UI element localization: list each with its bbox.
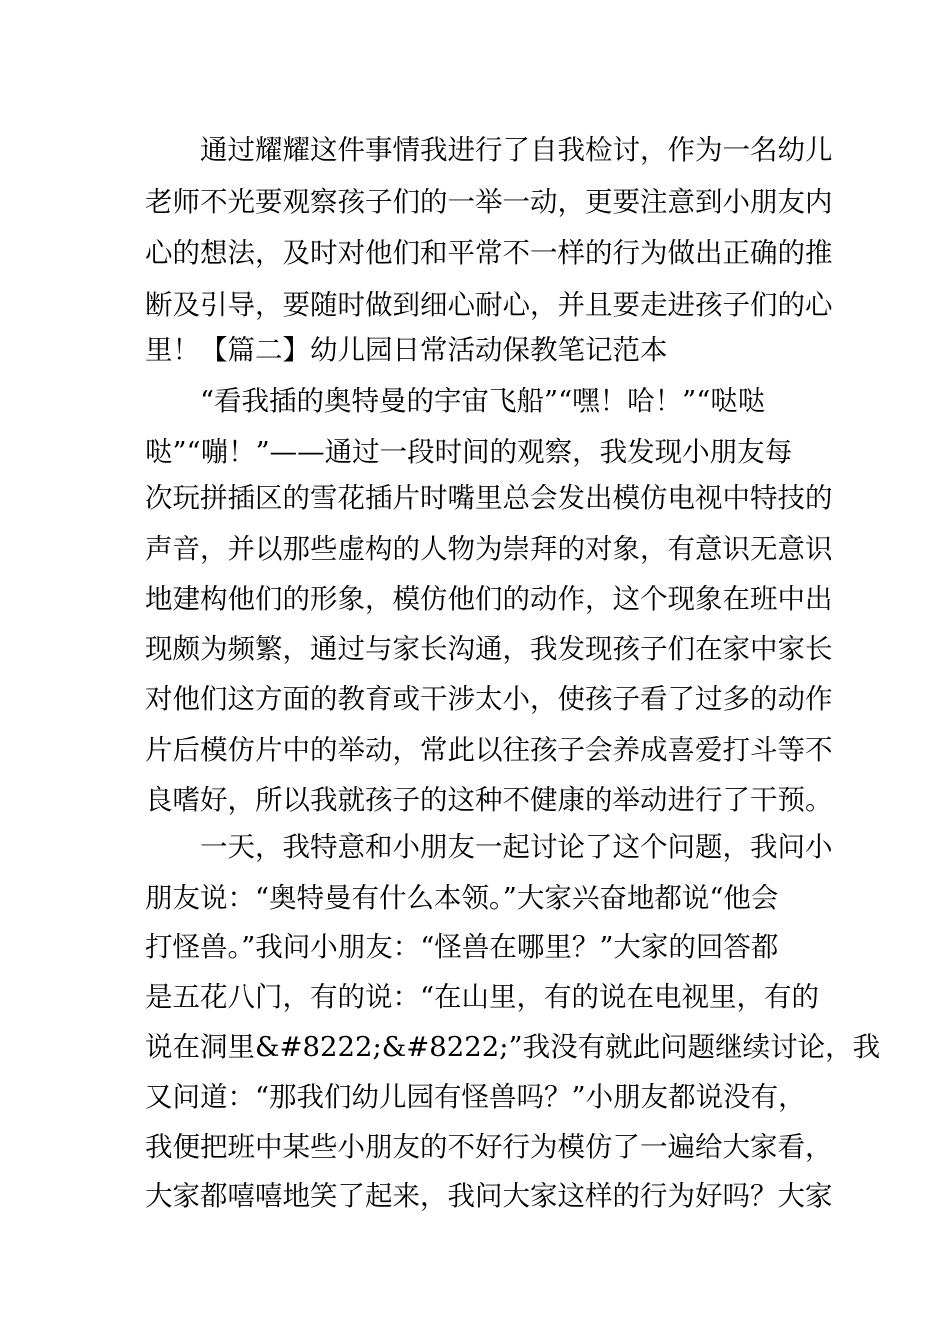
text-line: 里！【篇二】幼儿园日常活动保教笔记范本 [145,334,668,366]
text-line: 说在洞里&#8222;&#8222;”我没有就此问题继续讨论，我 [145,1031,881,1063]
text-line: “看我插的奥特曼的宇宙飞船”“嘿！哈！”“哒哒 [200,385,766,417]
text-line: 老师不光要观察孩子们的一举一动，更要注意到小朋友内 [145,186,833,218]
text-line: 一天，我特意和小朋友一起讨论了这个问题，我问小 [200,831,833,863]
text-line: 片后模仿片中的举动，常此以往孩子会养成喜爱打斗等不 [145,734,833,766]
text-line: 通过耀耀这件事情我进行了自我检讨，作为一名幼儿 [200,134,833,166]
text-line: 现颇为频繁，通过与家长沟通，我发现孩子们在家中家长 [145,633,833,665]
text-line: 对他们这方面的教育或干涉太小，使孩子看了过多的动作 [145,683,833,715]
text-line: 心的想法，及时对他们和平常不一样的行为做出正确的推 [145,237,833,269]
text-line: 断及引导，要随时做到细心耐心，并且要走进孩子们的心 [145,289,833,321]
text-line: 打怪兽。”我问小朋友：“怪兽在哪里？”大家的回答都 [145,931,779,963]
text-line: 我便把班中某些小朋友的不好行为模仿了一遍给大家看， [145,1131,833,1163]
text-line: 大家都嘻嘻地笑了起来，我问大家这样的行为好吗？大家 [145,1180,833,1212]
text-line: 又问道：“那我们幼儿园有怪兽吗？”小朋友都说没有， [145,1081,806,1113]
text-line: 声音，并以那些虚构的人物为崇拜的对象，有意识无意识 [145,533,833,565]
text-line: 哒”“嘣！”——通过一段时间的观察，我发现小朋友每 [145,436,793,468]
text-line: 地建构他们的形象，模仿他们的动作，这个现象在班中出 [145,583,833,615]
text-line: 次玩拼插区的雪花插片时嘴里总会发出模仿电视中特技的 [145,482,833,514]
text-line: 朋友说：“奥特曼有什么本领。”大家兴奋地都说“他会 [145,882,779,914]
text-line: 是五花八门，有的说：“在山里，有的说在电视里，有的 [145,981,820,1013]
text-line: 良嗜好，所以我就孩子的这种不健康的举动进行了干预。 [145,784,833,816]
